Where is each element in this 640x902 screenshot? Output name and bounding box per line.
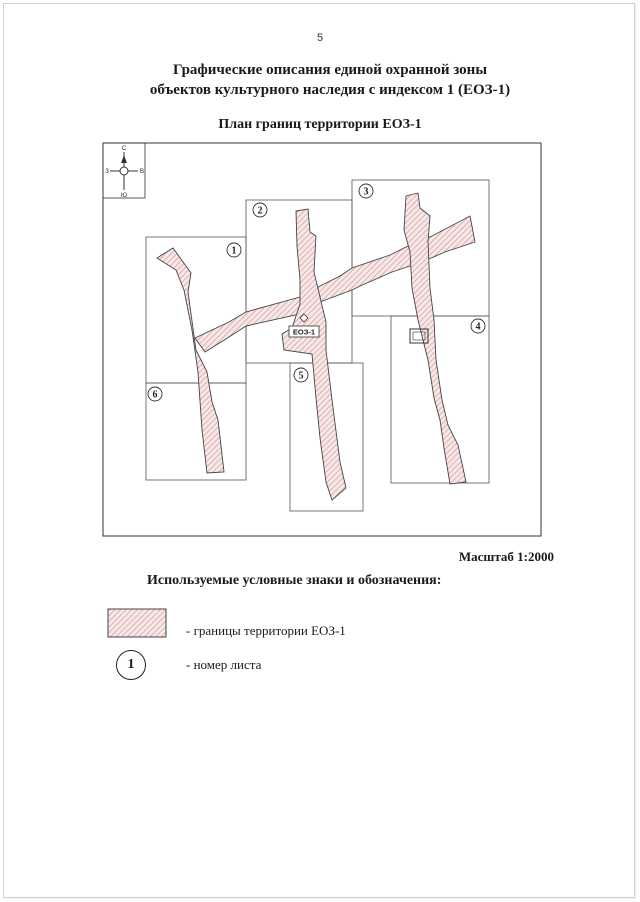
legend-sheet-number-symbol: 1 xyxy=(116,650,146,680)
compass-north-label: С xyxy=(121,146,127,152)
sheet-1-number: 1 xyxy=(231,245,237,257)
zone-middle-street xyxy=(282,209,346,500)
sheet-4-number: 4 xyxy=(475,321,481,333)
compass-west-label: З xyxy=(105,169,109,175)
compass-north-arrow xyxy=(121,155,127,163)
sheet-2-number: 2 xyxy=(257,205,263,217)
sheet-6-number: 6 xyxy=(152,389,158,401)
document-title-line-1: Графические описания единой охранной зоны xyxy=(172,62,488,78)
zone-left-street xyxy=(157,248,224,473)
legend-zone-boundary-text: - границы территории ЕОЗ-1 xyxy=(186,623,346,638)
map-scale: Масштаб 1:2000 xyxy=(458,549,554,564)
sheet-3-number: 3 xyxy=(363,186,369,198)
legend-sheet-number-text: - номер листа xyxy=(186,657,262,672)
legend-hatch-swatch xyxy=(108,609,166,637)
zone-label: ЕОЗ-1 xyxy=(292,327,316,337)
compass-center xyxy=(120,167,128,175)
compass-south-label: Ю xyxy=(120,193,128,199)
sheet-5-number: 5 xyxy=(298,370,304,382)
compass-east-label: В xyxy=(139,169,145,175)
document-title-line-2: объектов культурного наследия с индексом 1 (ЕОЗ-1) xyxy=(149,82,511,98)
zone-territory-eoz-1 xyxy=(157,193,475,500)
compass-icon xyxy=(103,143,145,199)
plan-title: План границ территории ЕОЗ-1 xyxy=(218,117,422,132)
legend-title: Используемые условные знаки и обозначения: xyxy=(147,573,442,588)
page-number: 5 xyxy=(316,32,324,44)
